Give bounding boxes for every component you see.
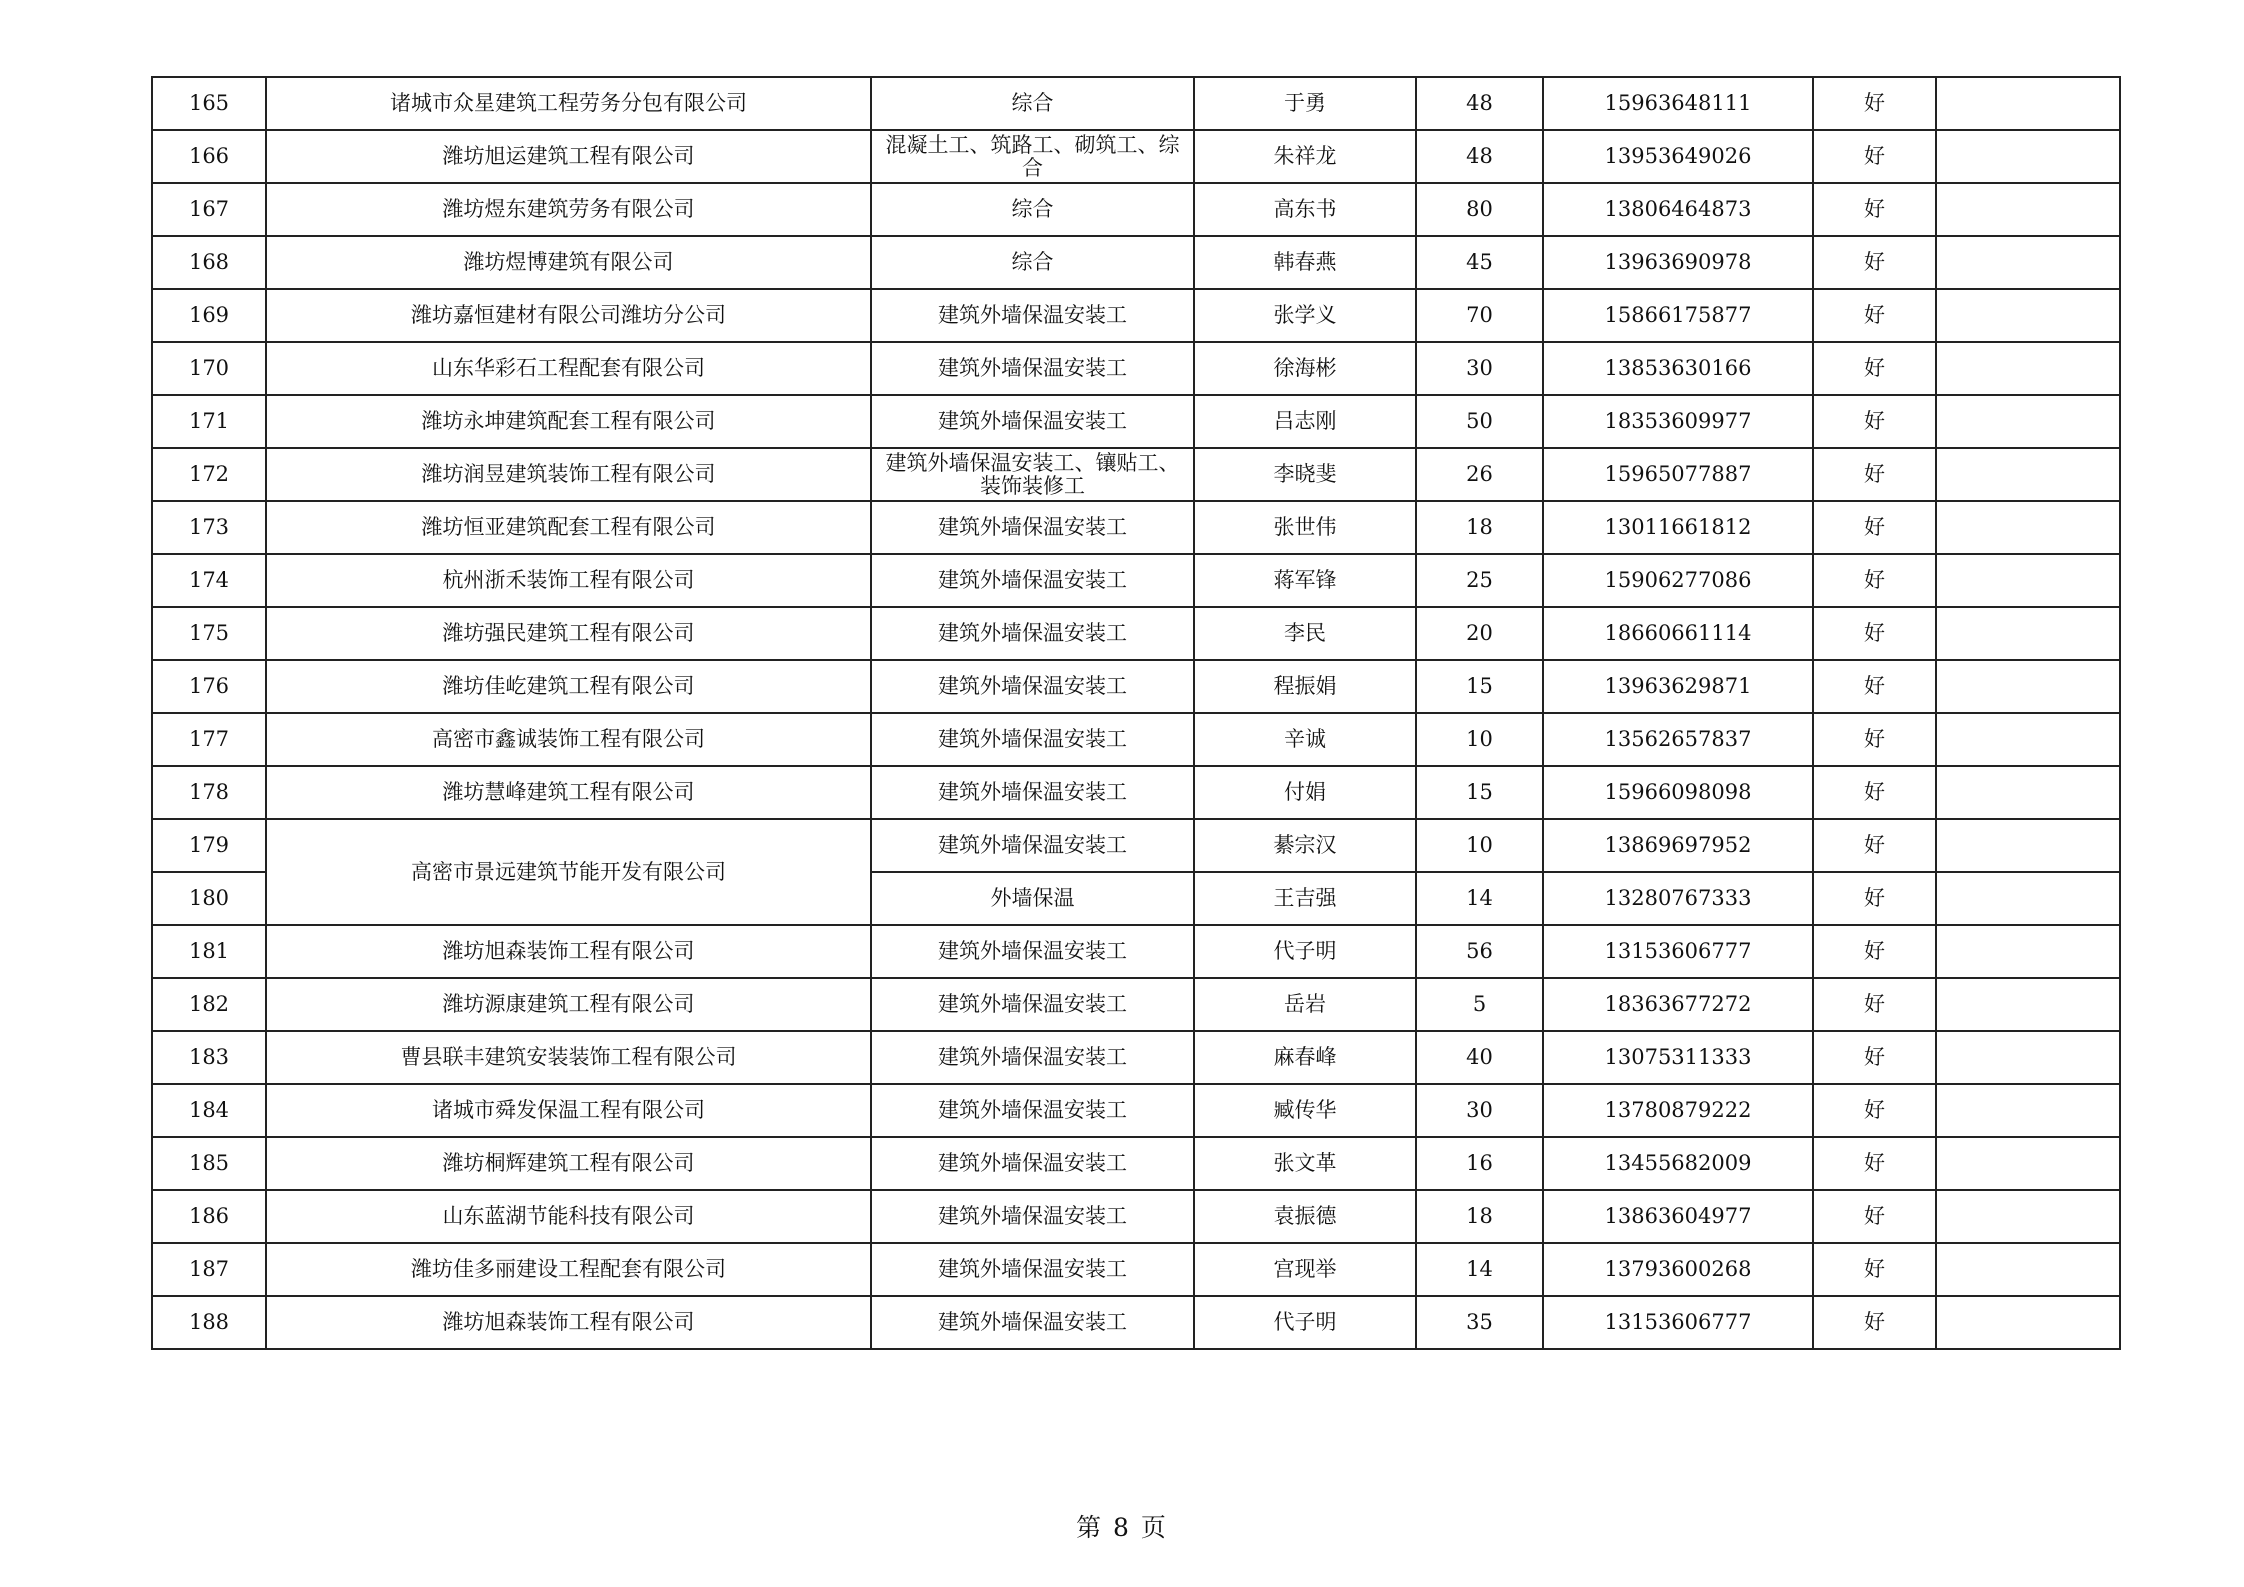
trade-type: 综合 [871,183,1194,236]
row-number: 177 [152,713,266,766]
remark [1936,766,2120,819]
company-name: 山东蓝湖节能科技有限公司 [266,1190,871,1243]
phone-number: 13780879222 [1543,1084,1813,1137]
rating: 好 [1813,766,1936,819]
table-row [152,978,2120,1031]
contact-person: 代子明 [1194,925,1416,978]
contact-person: 代子明 [1194,1296,1416,1349]
company-name: 潍坊煜博建筑有限公司 [266,236,871,289]
row-number: 188 [152,1296,266,1349]
worker-count: 20 [1416,607,1543,660]
rating: 好 [1813,554,1936,607]
remark [1936,607,2120,660]
rating: 好 [1813,289,1936,342]
table-row [152,766,2120,819]
phone-number: 18353609977 [1543,395,1813,448]
page-number: 第 8 页 [1076,1513,1168,1542]
contact-person: 高东书 [1194,183,1416,236]
row-number: 169 [152,289,266,342]
row-number: 179 [152,819,266,872]
table-row [152,342,2120,395]
table-row [152,1137,2120,1190]
remark [1936,342,2120,395]
contact-person: 徐海彬 [1194,342,1416,395]
worker-count: 15 [1416,766,1543,819]
trade-type: 混凝土工、筑路工、砌筑工、综合 [871,130,1194,183]
table-row [152,1031,2120,1084]
company-name: 高密市景远建筑节能开发有限公司 [266,819,871,925]
phone-number: 15963648111 [1543,77,1813,130]
phone-number: 13869697952 [1543,819,1813,872]
contact-person: 綦宗汉 [1194,819,1416,872]
phone-number: 15966098098 [1543,766,1813,819]
row-number: 165 [152,77,266,130]
table-row [152,819,2120,872]
company-name: 潍坊嘉恒建材有限公司潍坊分公司 [266,289,871,342]
company-name: 潍坊源康建筑工程有限公司 [266,978,871,1031]
row-number: 187 [152,1243,266,1296]
remark [1936,1243,2120,1296]
remark [1936,872,2120,925]
remark [1936,1296,2120,1349]
table-row [152,501,2120,554]
phone-number: 13853630166 [1543,342,1813,395]
company-name: 诸城市舜发保温工程有限公司 [266,1084,871,1137]
row-number: 175 [152,607,266,660]
phone-number: 13863604977 [1543,1190,1813,1243]
company-name: 潍坊恒亚建筑配套工程有限公司 [266,501,871,554]
remark [1936,448,2120,501]
table-row [152,130,2120,183]
trade-type: 建筑外墙保温安装工 [871,1031,1194,1084]
contact-person: 张世伟 [1194,501,1416,554]
company-name: 杭州浙禾装饰工程有限公司 [266,554,871,607]
worker-count: 18 [1416,501,1543,554]
row-number: 183 [152,1031,266,1084]
company-name: 潍坊佳多丽建设工程配套有限公司 [266,1243,871,1296]
table-row [152,1190,2120,1243]
rating: 好 [1813,713,1936,766]
worker-count: 14 [1416,872,1543,925]
remark [1936,978,2120,1031]
trade-type: 建筑外墙保温安装工 [871,660,1194,713]
rating: 好 [1813,395,1936,448]
table-row [152,607,2120,660]
rating: 好 [1813,130,1936,183]
rating: 好 [1813,1084,1936,1137]
phone-number: 13963690978 [1543,236,1813,289]
worker-count: 10 [1416,713,1543,766]
company-name: 曹县联丰建筑安装装饰工程有限公司 [266,1031,871,1084]
worker-count: 50 [1416,395,1543,448]
remark [1936,713,2120,766]
trade-type: 综合 [871,77,1194,130]
contact-person: 岳岩 [1194,978,1416,1031]
rating: 好 [1813,872,1936,925]
remark [1936,183,2120,236]
phone-number: 15866175877 [1543,289,1813,342]
table-row [152,1084,2120,1137]
trade-type: 建筑外墙保温安装工 [871,1243,1194,1296]
phone-number: 13455682009 [1543,1137,1813,1190]
contact-person: 王吉强 [1194,872,1416,925]
rating: 好 [1813,1190,1936,1243]
contact-person: 麻春峰 [1194,1031,1416,1084]
company-name: 高密市鑫诚装饰工程有限公司 [266,713,871,766]
rating: 好 [1813,1296,1936,1349]
row-number: 185 [152,1137,266,1190]
worker-count: 10 [1416,819,1543,872]
worker-count: 35 [1416,1296,1543,1349]
phone-number: 13793600268 [1543,1243,1813,1296]
trade-type: 建筑外墙保温安装工 [871,978,1194,1031]
rating: 好 [1813,607,1936,660]
row-number: 168 [152,236,266,289]
table-row [152,289,2120,342]
phone-number: 15965077887 [1543,448,1813,501]
phone-number: 13153606777 [1543,925,1813,978]
remark [1936,819,2120,872]
table-row [152,236,2120,289]
trade-type: 建筑外墙保温安装工 [871,342,1194,395]
company-name: 潍坊煜东建筑劳务有限公司 [266,183,871,236]
rating: 好 [1813,978,1936,1031]
remark [1936,501,2120,554]
company-name: 诸城市众星建筑工程劳务分包有限公司 [266,77,871,130]
remark [1936,289,2120,342]
table-row [152,395,2120,448]
rating: 好 [1813,660,1936,713]
contact-person: 付娟 [1194,766,1416,819]
trade-type: 建筑外墙保温安装工 [871,1190,1194,1243]
table-body [152,77,2120,1349]
phone-number: 13280767333 [1543,872,1813,925]
row-number: 173 [152,501,266,554]
phone-number: 18363677272 [1543,978,1813,1031]
row-number: 166 [152,130,266,183]
contact-person: 韩春燕 [1194,236,1416,289]
rating: 好 [1813,77,1936,130]
row-number: 174 [152,554,266,607]
remark [1936,77,2120,130]
company-table [151,76,2121,1350]
phone-number: 13953649026 [1543,130,1813,183]
worker-count: 25 [1416,554,1543,607]
worker-count: 70 [1416,289,1543,342]
company-name: 潍坊强民建筑工程有限公司 [266,607,871,660]
contact-person: 李民 [1194,607,1416,660]
worker-count: 45 [1416,236,1543,289]
trade-type: 建筑外墙保温安装工 [871,1137,1194,1190]
table-row [152,660,2120,713]
row-number: 176 [152,660,266,713]
remark [1936,1137,2120,1190]
remark [1936,1084,2120,1137]
trade-type: 外墙保温 [871,872,1194,925]
table-row [152,1243,2120,1296]
row-number: 172 [152,448,266,501]
row-number: 184 [152,1084,266,1137]
trade-type: 建筑外墙保温安装工 [871,1296,1194,1349]
table-row [152,925,2120,978]
phone-number: 13963629871 [1543,660,1813,713]
rating: 好 [1813,925,1936,978]
row-number: 182 [152,978,266,1031]
company-name: 山东华彩石工程配套有限公司 [266,342,871,395]
remark [1936,130,2120,183]
trade-type: 建筑外墙保温安装工 [871,501,1194,554]
worker-count: 5 [1416,978,1543,1031]
rating: 好 [1813,1031,1936,1084]
company-name: 潍坊旭森装饰工程有限公司 [266,925,871,978]
remark [1936,660,2120,713]
rating: 好 [1813,1243,1936,1296]
contact-person: 张文革 [1194,1137,1416,1190]
trade-type: 建筑外墙保温安装工、镶贴工、装饰装修工 [871,448,1194,501]
phone-number: 18660661114 [1543,607,1813,660]
phone-number: 13562657837 [1543,713,1813,766]
worker-count: 16 [1416,1137,1543,1190]
trade-type: 建筑外墙保温安装工 [871,554,1194,607]
rating: 好 [1813,183,1936,236]
row-number: 170 [152,342,266,395]
worker-count: 30 [1416,342,1543,395]
row-number: 180 [152,872,266,925]
phone-number: 13011661812 [1543,501,1813,554]
remark [1936,554,2120,607]
contact-person: 臧传华 [1194,1084,1416,1137]
worker-count: 48 [1416,130,1543,183]
contact-person: 于勇 [1194,77,1416,130]
rating: 好 [1813,501,1936,554]
worker-count: 18 [1416,1190,1543,1243]
contact-person: 辛诚 [1194,713,1416,766]
remark [1936,1031,2120,1084]
contact-person: 程振娟 [1194,660,1416,713]
phone-number: 13806464873 [1543,183,1813,236]
row-number: 181 [152,925,266,978]
company-name: 潍坊旭运建筑工程有限公司 [266,130,871,183]
trade-type: 建筑外墙保温安装工 [871,607,1194,660]
table-row [152,713,2120,766]
row-number: 171 [152,395,266,448]
contact-person: 张学义 [1194,289,1416,342]
worker-count: 56 [1416,925,1543,978]
rating: 好 [1813,342,1936,395]
remark [1936,395,2120,448]
rating: 好 [1813,448,1936,501]
row-number: 186 [152,1190,266,1243]
table-row [152,1296,2120,1349]
trade-type: 建筑外墙保温安装工 [871,766,1194,819]
worker-count: 40 [1416,1031,1543,1084]
table-row [152,77,2120,130]
worker-count: 14 [1416,1243,1543,1296]
table-row [152,554,2120,607]
trade-type: 建筑外墙保温安装工 [871,395,1194,448]
company-name: 潍坊佳屹建筑工程有限公司 [266,660,871,713]
trade-type: 综合 [871,236,1194,289]
rating: 好 [1813,1137,1936,1190]
phone-number: 15906277086 [1543,554,1813,607]
contact-person: 朱祥龙 [1194,130,1416,183]
trade-type: 建筑外墙保温安装工 [871,1084,1194,1137]
row-number: 178 [152,766,266,819]
trade-type: 建筑外墙保温安装工 [871,713,1194,766]
row-number: 167 [152,183,266,236]
worker-count: 30 [1416,1084,1543,1137]
table-row [152,448,2120,501]
contact-person: 宫现举 [1194,1243,1416,1296]
company-name: 潍坊慧峰建筑工程有限公司 [266,766,871,819]
worker-count: 26 [1416,448,1543,501]
phone-number: 13075311333 [1543,1031,1813,1084]
company-name: 潍坊永坤建筑配套工程有限公司 [266,395,871,448]
contact-person: 蒋军锋 [1194,554,1416,607]
worker-count: 48 [1416,77,1543,130]
remark [1936,236,2120,289]
phone-number: 13153606777 [1543,1296,1813,1349]
table-row [152,183,2120,236]
company-name: 潍坊润昱建筑装饰工程有限公司 [266,448,871,501]
company-name: 潍坊旭森装饰工程有限公司 [266,1296,871,1349]
trade-type: 建筑外墙保温安装工 [871,289,1194,342]
rating: 好 [1813,819,1936,872]
contact-person: 袁振德 [1194,1190,1416,1243]
remark [1936,925,2120,978]
rating: 好 [1813,236,1936,289]
trade-type: 建筑外墙保温安装工 [871,925,1194,978]
remark [1936,1190,2120,1243]
worker-count: 80 [1416,183,1543,236]
contact-person: 吕志刚 [1194,395,1416,448]
worker-count: 15 [1416,660,1543,713]
company-name: 潍坊桐辉建筑工程有限公司 [266,1137,871,1190]
contact-person: 李晓斐 [1194,448,1416,501]
trade-type: 建筑外墙保温安装工 [871,819,1194,872]
